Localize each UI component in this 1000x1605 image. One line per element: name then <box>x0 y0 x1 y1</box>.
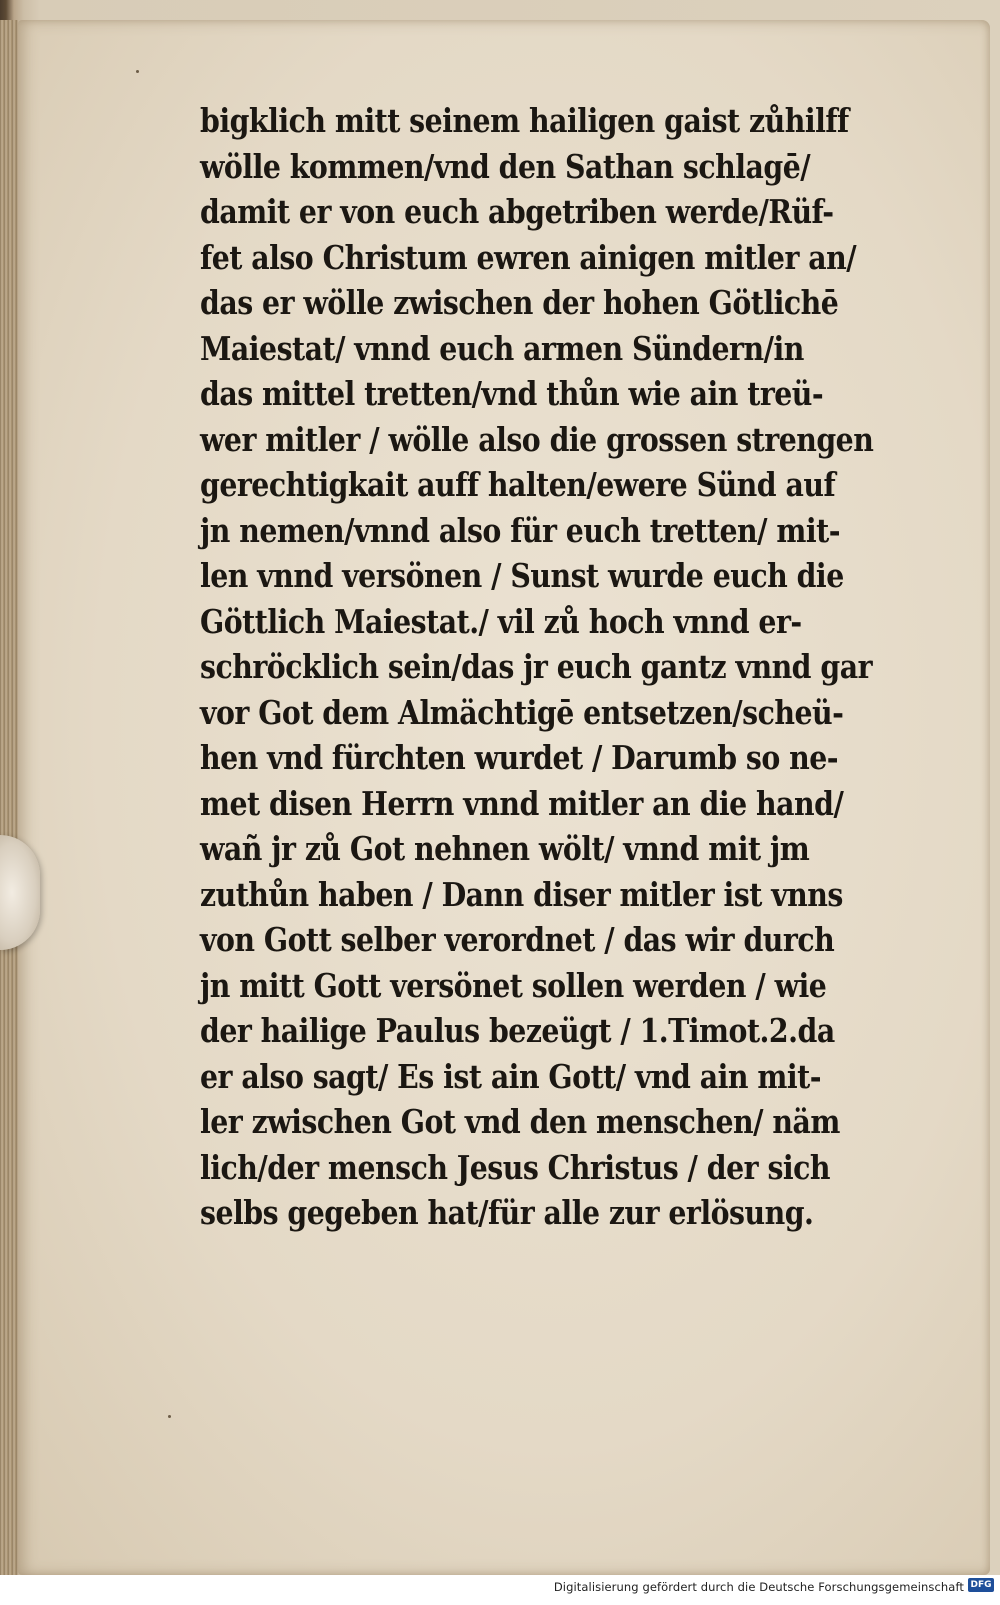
text-line: fet also Christum ewren ainigen mitler an/ <box>200 237 857 277</box>
text-line: Göttlich Maiestat./ vil zů hoch vnnd er- <box>200 601 802 641</box>
text-line: ler zwischen Got vnd den menschen/ näm <box>200 1102 840 1141</box>
paper-speck <box>136 70 139 73</box>
paper-speck <box>168 1415 171 1418</box>
text-line: vor Got dem Almächtigē entsetzen/scheü- <box>200 692 844 732</box>
text-line: wölle kommen/vnd den Sathan schlagē/ <box>200 146 811 186</box>
text-line: das er wölle zwischen der hohen Götlichē <box>200 283 839 322</box>
text-line: von Gott selber verordnet / das wir durch <box>200 920 835 959</box>
blackletter-text-block <box>200 98 948 1236</box>
text-line: lich/der mensch Jesus Christus / der sich <box>200 1147 831 1187</box>
text-line: jn mitt Gott versönet sollen werden / wie <box>200 965 827 1005</box>
text-line: gerechtigkait auff halten/ewere Sünd auf <box>200 465 836 504</box>
text-line: er also sagt/ Es ist ain Gott/ vnd ain mit- <box>200 1056 822 1096</box>
text-line: Maiestat/ vnnd euch armen Sündern/in <box>200 328 804 368</box>
text-line: jn nemen/vnnd also für euch tretten/ mit- <box>200 510 840 550</box>
text-line: wañ jr zů Got nehnen wölt/ vnnd mit jm <box>200 829 810 868</box>
text-line: met disen Herrn vnnd mitler an die hand/ <box>200 783 844 823</box>
text-line: wer mitler / wölle also die grossen strengen <box>200 419 874 459</box>
text-line: bigklich mitt seinem hailigen gaist zůhilff <box>200 101 849 140</box>
text-line: selbs gegeben hat/für alle zur erlösung. <box>200 1193 814 1232</box>
dfg-logo: DFG <box>968 1578 994 1592</box>
text-line: zuthůn haben / Dann diser mitler ist vnns <box>200 874 843 914</box>
book-page-edge <box>0 20 18 1575</box>
text-line: der hailige Paulus bezeügt / 1.Timot.2.da <box>200 1011 835 1050</box>
text-line: hen vnd fürchten wurdet / Darumb so ne- <box>200 738 839 777</box>
text-line: damit er von euch abgetriben werde/Rüf- <box>200 192 834 231</box>
text-line: len vnnd versönen / Sunst wurde euch die <box>200 556 844 595</box>
text-line: schröcklich sein/das jr euch gantz vnnd gar <box>200 647 873 686</box>
text-line: das mittel tretten/vnd thůn wie ain treü- <box>200 374 824 413</box>
digitization-credit: Digitalisierung gefördert durch die Deutsche Forschungsgemeinschaft <box>553 1580 964 1594</box>
